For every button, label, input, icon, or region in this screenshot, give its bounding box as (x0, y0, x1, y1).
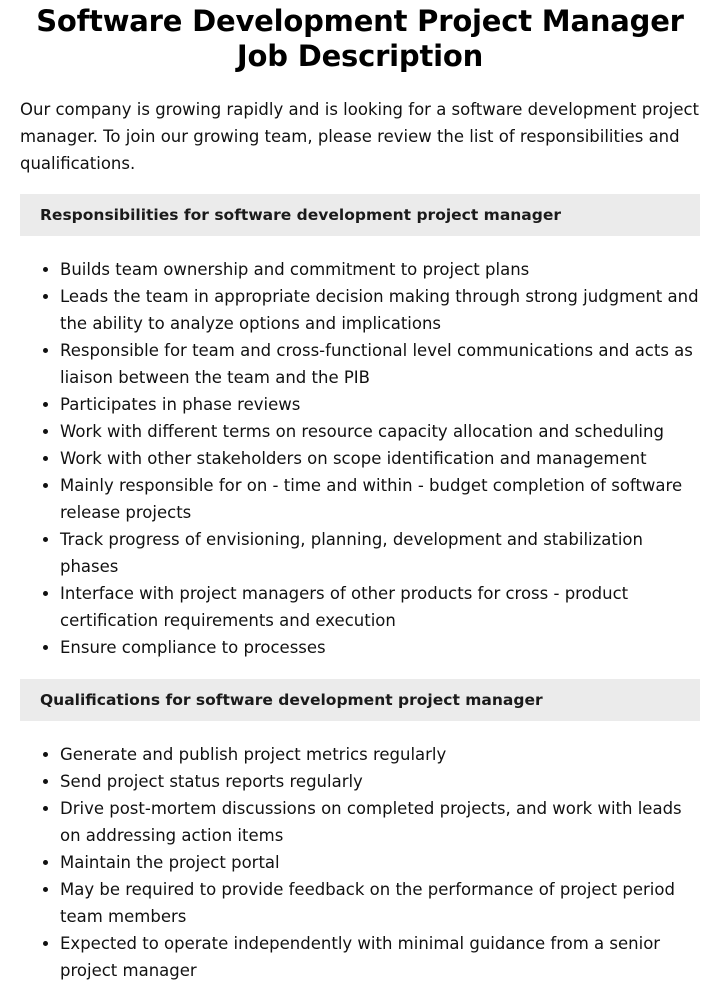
list-item: • Leads the team in appropriate decision making through strong judgment and the ability to analyze options and implications (60, 283, 700, 337)
list-item: • Expected to operate independently with minimal guidance from a senior project manager (60, 930, 700, 984)
responsibilities-heading: Responsibilities for software development project manager (20, 194, 700, 236)
list-item: • Generate and publish project metrics regularly (60, 741, 700, 768)
list-item: • Send project status reports regularly (60, 768, 700, 795)
qualifications-list (20, 741, 700, 984)
list-item: • Responsible for team and cross-functional level communications and acts as liaison between the team and the PIB (60, 337, 700, 391)
list-item: • Work with different terms on resource capacity allocation and scheduling (60, 418, 700, 445)
list-item: • Interface with project managers of other products for cross - product certification requirements and execution (60, 580, 700, 634)
page-title: Software Development Project Manager Job Description (36, 4, 684, 73)
qualifications-heading: Qualifications for software development project manager (20, 679, 700, 721)
list-item: • Maintain the project portal (60, 849, 700, 876)
list-item: • Ensure compliance to processes (60, 634, 700, 661)
list-item: • Track progress of envisioning, planning, development and stabilization phases (60, 526, 700, 580)
list-item: • Builds team ownership and commitment to project plans (60, 256, 700, 283)
list-item: • May be required to provide feedback on the performance of project period team members (60, 876, 700, 930)
responsibilities-list (20, 256, 700, 661)
list-item: • Work with other stakeholders on scope identification and management (60, 445, 700, 472)
list-item: • Drive post-mortem discussions on completed projects, and work with leads on addressing action items (60, 795, 700, 849)
list-item: • Participates in phase reviews (60, 391, 700, 418)
list-item: • Mainly responsible for on - time and within - budget completion of software release projects (60, 472, 700, 526)
intro-paragraph: Our company is growing rapidly and is looking for a software development project manager. To join our growing team, please review the list of responsibilities and qualifications. (20, 100, 700, 173)
